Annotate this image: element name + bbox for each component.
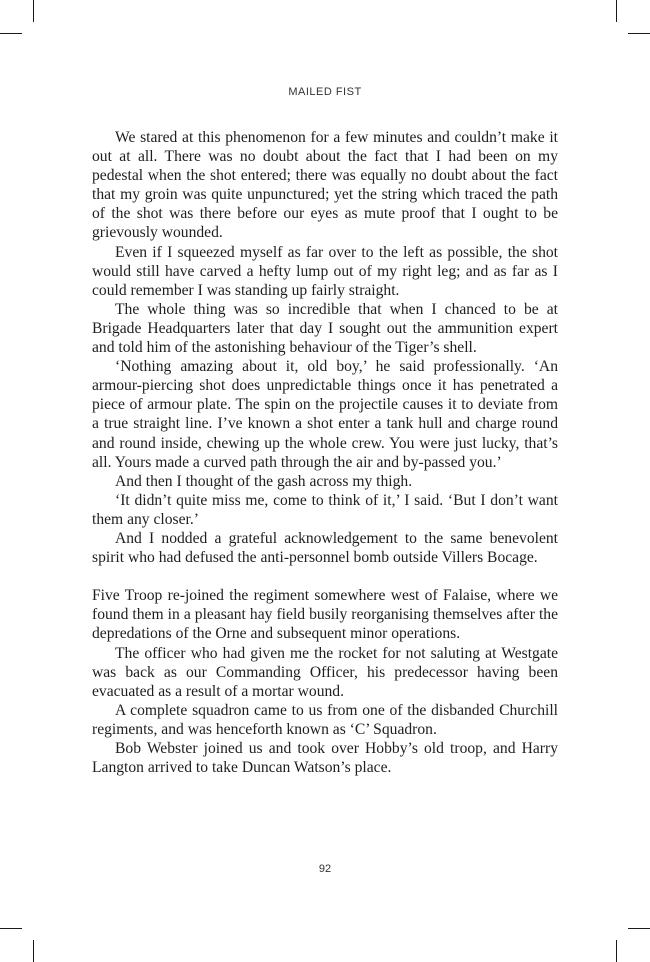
paragraph: A complete squadron came to us from one of the disbanded Churchill regiments, and was henceforth known as ‘C’ Squadron. bbox=[92, 701, 558, 738]
crop-mark-top-left-horizontal bbox=[0, 33, 22, 34]
crop-mark-bottom-right-vertical bbox=[616, 940, 617, 962]
crop-mark-bottom-left-vertical bbox=[33, 940, 34, 962]
paragraph: And I nodded a grateful acknowledgement to the same benevolent spirit who had defused the anti-personnel bomb outside Villers Bocage. bbox=[92, 529, 558, 567]
paragraph: We stared at this phenomenon for a few minutes and couldn’t make it out at all. There was no doubt about the fact that I had been on my pedestal when the shot entered; there was equally no doubt about the fact that my groin was quite unpunctured; yet the string which traced the path of the shot was there before our eyes as mute proof that I ought to be grievously wounded. bbox=[92, 129, 558, 242]
paragraph: And then I thought of the gash across my thigh. bbox=[115, 472, 413, 490]
crop-mark-top-right-vertical bbox=[616, 0, 617, 22]
page-number: 92 bbox=[318, 863, 332, 875]
paragraph: The whole thing was so incredible that when I chanced to be at Brigade Headquarters later that day I sought out the ammunition expert and told him of the astonishing behaviour of the Tiger’s shell. bbox=[92, 300, 558, 357]
crop-mark-bottom-right-horizontal bbox=[628, 928, 650, 929]
running-header: MAILED FIST bbox=[288, 86, 362, 98]
crop-mark-top-right-horizontal bbox=[628, 33, 650, 34]
paragraph: The officer who had given me the rocket for not saluting at Westgate was back as our Commanding Officer, his predecessor having been evacuated as a result of a mortar wound. bbox=[92, 644, 558, 700]
paragraph: Bob Webster joined us and took over Hobby’s old troop, and Harry Langton arrived to take Duncan Watson’s place. bbox=[92, 740, 558, 777]
paragraph: Even if I squeezed myself as far over to the left as possible, the shot would still have carved a hefty lump out of my right leg; and as far as I could remember I was standing up fairly straight. bbox=[92, 243, 558, 299]
paragraph: ‘It didn’t quite miss me, come to think of it,’ I said. ‘But I don’t want them any closer.’ bbox=[92, 491, 558, 528]
paragraph: ‘Nothing amazing about it, old boy,’ he said professionally. ‘An armour-piercing shot does unpredictable things once it has penetrated a piece of armour plate. The spin on the projectile causes it to deviate from a true straight line. I’ve known a shot enter a tank hull and charge round and round inside, chewing up the whole crew. You were just lucky, that’s all. Yours made a curved path through the air and by-passed you.’ bbox=[92, 358, 558, 471]
crop-mark-top-left-vertical bbox=[33, 0, 34, 22]
crop-mark-bottom-left-horizontal bbox=[0, 928, 22, 929]
body-text bbox=[92, 128, 558, 777]
section-opening-paragraph: Five Troop re-joined the regiment somewhere west of Falaise, where we found them in a pleasant hay field busily reorganising themselves after the depredations of the Orne and subsequent minor operations. bbox=[92, 587, 558, 643]
